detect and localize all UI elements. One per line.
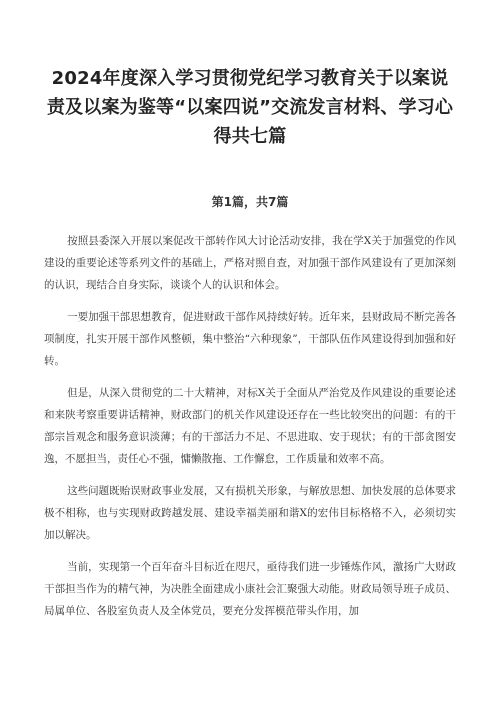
paragraph: 一要加强干部思想教育，促进财政干部作风持续好转。近年来，县财政局不断完善各项制度，扎实开展干部作风整顿，集中整治“六种现象”，干部队伍作风建设得到加强和好转。 [44, 311, 456, 367]
paragraph: 这些问题既贻误财政事业发展，又有损机关形象，与解放思想、加快发展的总体要求极不相称，也与实现财政跨越发展、建设幸福美丽和谐X的宏伟目标格格不入，必须切实加以解决。 [44, 485, 456, 541]
document-body [44, 230, 456, 622]
document-title: 2024年度深入学习贯彻党纪学习教育关于以案说责及以案为鉴等“以案四说”交流发言材料、学习心得共七篇 [46, 68, 454, 147]
paragraph: 按照县委深入开展以案促改干部转作风大讨论活动安排，我在学X关于加强党的作风建设的重要论述等系列文件的基础上，严格对照自查，对加强干部作风建设有了更加深刻的认识，现结合自身实际，谈谈个人的认识和体会。 [44, 235, 456, 291]
paragraph: 当前，实现第一个百年奋斗目标近在咫尺，亟待我们进一步锤炼作风，激扬广大财政干部担当作为的精气神，为决胜全面建成小康社会汇聚强大动能。财政局领导班子成员、局属单位、各股室负责人及全体党员，要充分发挥模范带头作用，加 [44, 561, 456, 617]
paragraph: 但是，从深入贯彻党的二十大精神，对标X关于全面从严治党及作风建设的重要论述和来陕考察重要讲话精神，财政部门的机关作风建设还存在一些比较突出的问题：有的干部宗旨观念和服务意识淡薄；有的干部活力不足、不思进取、安于现状；有的干部贪图安逸，不愿担当，责任心不强，慵懒散拖、工作懈怠，工作质量和效率不高。 [44, 387, 456, 465]
section-label: 第1篇，共7篇 [211, 195, 289, 209]
